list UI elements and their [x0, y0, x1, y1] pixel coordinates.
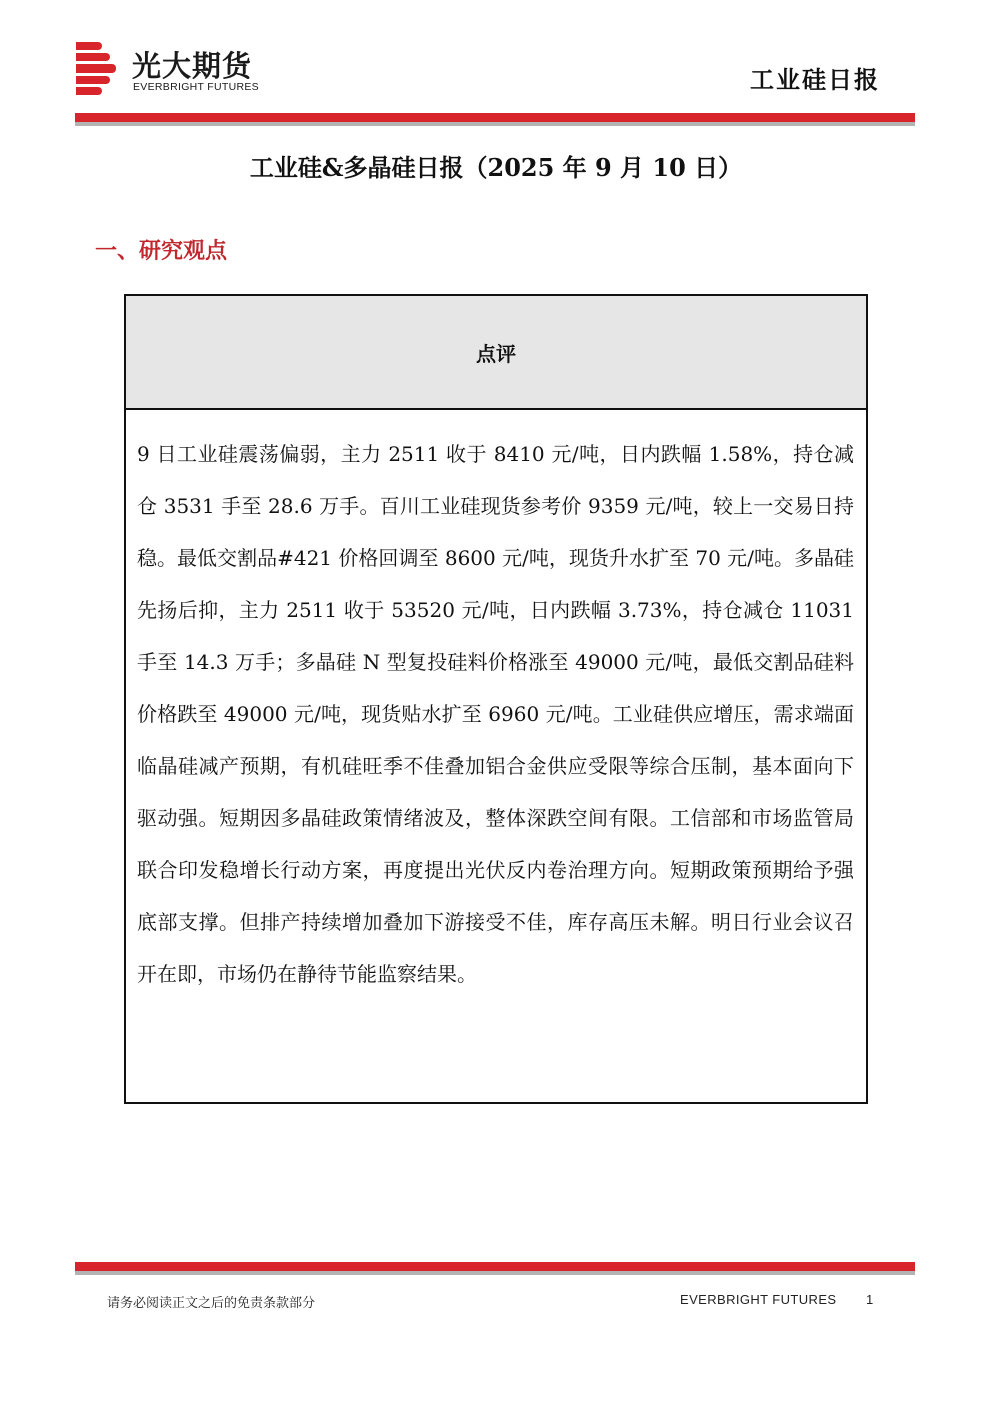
header-divider — [75, 113, 915, 127]
commentary-table-header: 点评 — [126, 296, 866, 410]
commentary-body-text: 9 日工业硅震荡偏弱，主力 2511 收于 8410 元/吨，日内跌幅 1.58%，持仓减仓 3531 手至 28.6 万手。百川工业硅现货参考价 9359 元/吨，较上一交易日持稳。最低交割品#421 价格回调至 8600 元/吨，现货升水扩至 70 元/吨。多晶硅先扬后抑，主力 2511 收于 53520 元/吨，日内跌幅 3.73%，持仓减仓 11031 手至 14.3 万手；多晶硅 N 型复投硅料价格涨至 49000 元/吨，最低交割品硅料价格跌至 49000 元/吨，现货贴水扩至 6960 元/吨。工业硅供应增压，需求端面临晶硅减产预期，有机硅旺季不佳叠加铝合金供应受限等综合压制，基本面向下驱动强。短期因多晶硅政策情绪波及，整体深跌空间有限。工信部和市场监管局联合印发稳增长行动方案，再度提出光伏反内卷治理方向。短期政策预期给予强底部支撑。但排产持续增加叠加下游接受不佳，库存高压未解。明日行业会议召开在即，市场仍在静待节能监察结果。 — [137, 442, 854, 986]
page-number: 1 — [866, 1292, 874, 1307]
commentary-table — [124, 294, 868, 1104]
everbright-logo-icon — [76, 42, 116, 96]
report-type-label: 工业硅日报 — [750, 65, 880, 94]
logo-english-name: EVERBRIGHT FUTURES — [133, 81, 259, 93]
company-logo — [76, 42, 286, 100]
document-title: 工业硅&多晶硅日报（2025 年 9 月 10 日） — [249, 153, 743, 182]
footer-disclaimer: 请务必阅读正文之后的免责条款部分 — [107, 1296, 316, 1311]
logo-chinese-name: 光大期货 — [132, 49, 253, 83]
section-heading: 一、研究观点 — [95, 238, 228, 264]
footer-divider — [75, 1262, 915, 1276]
footer-brand: EVERBRIGHT FUTURES — [680, 1292, 837, 1307]
